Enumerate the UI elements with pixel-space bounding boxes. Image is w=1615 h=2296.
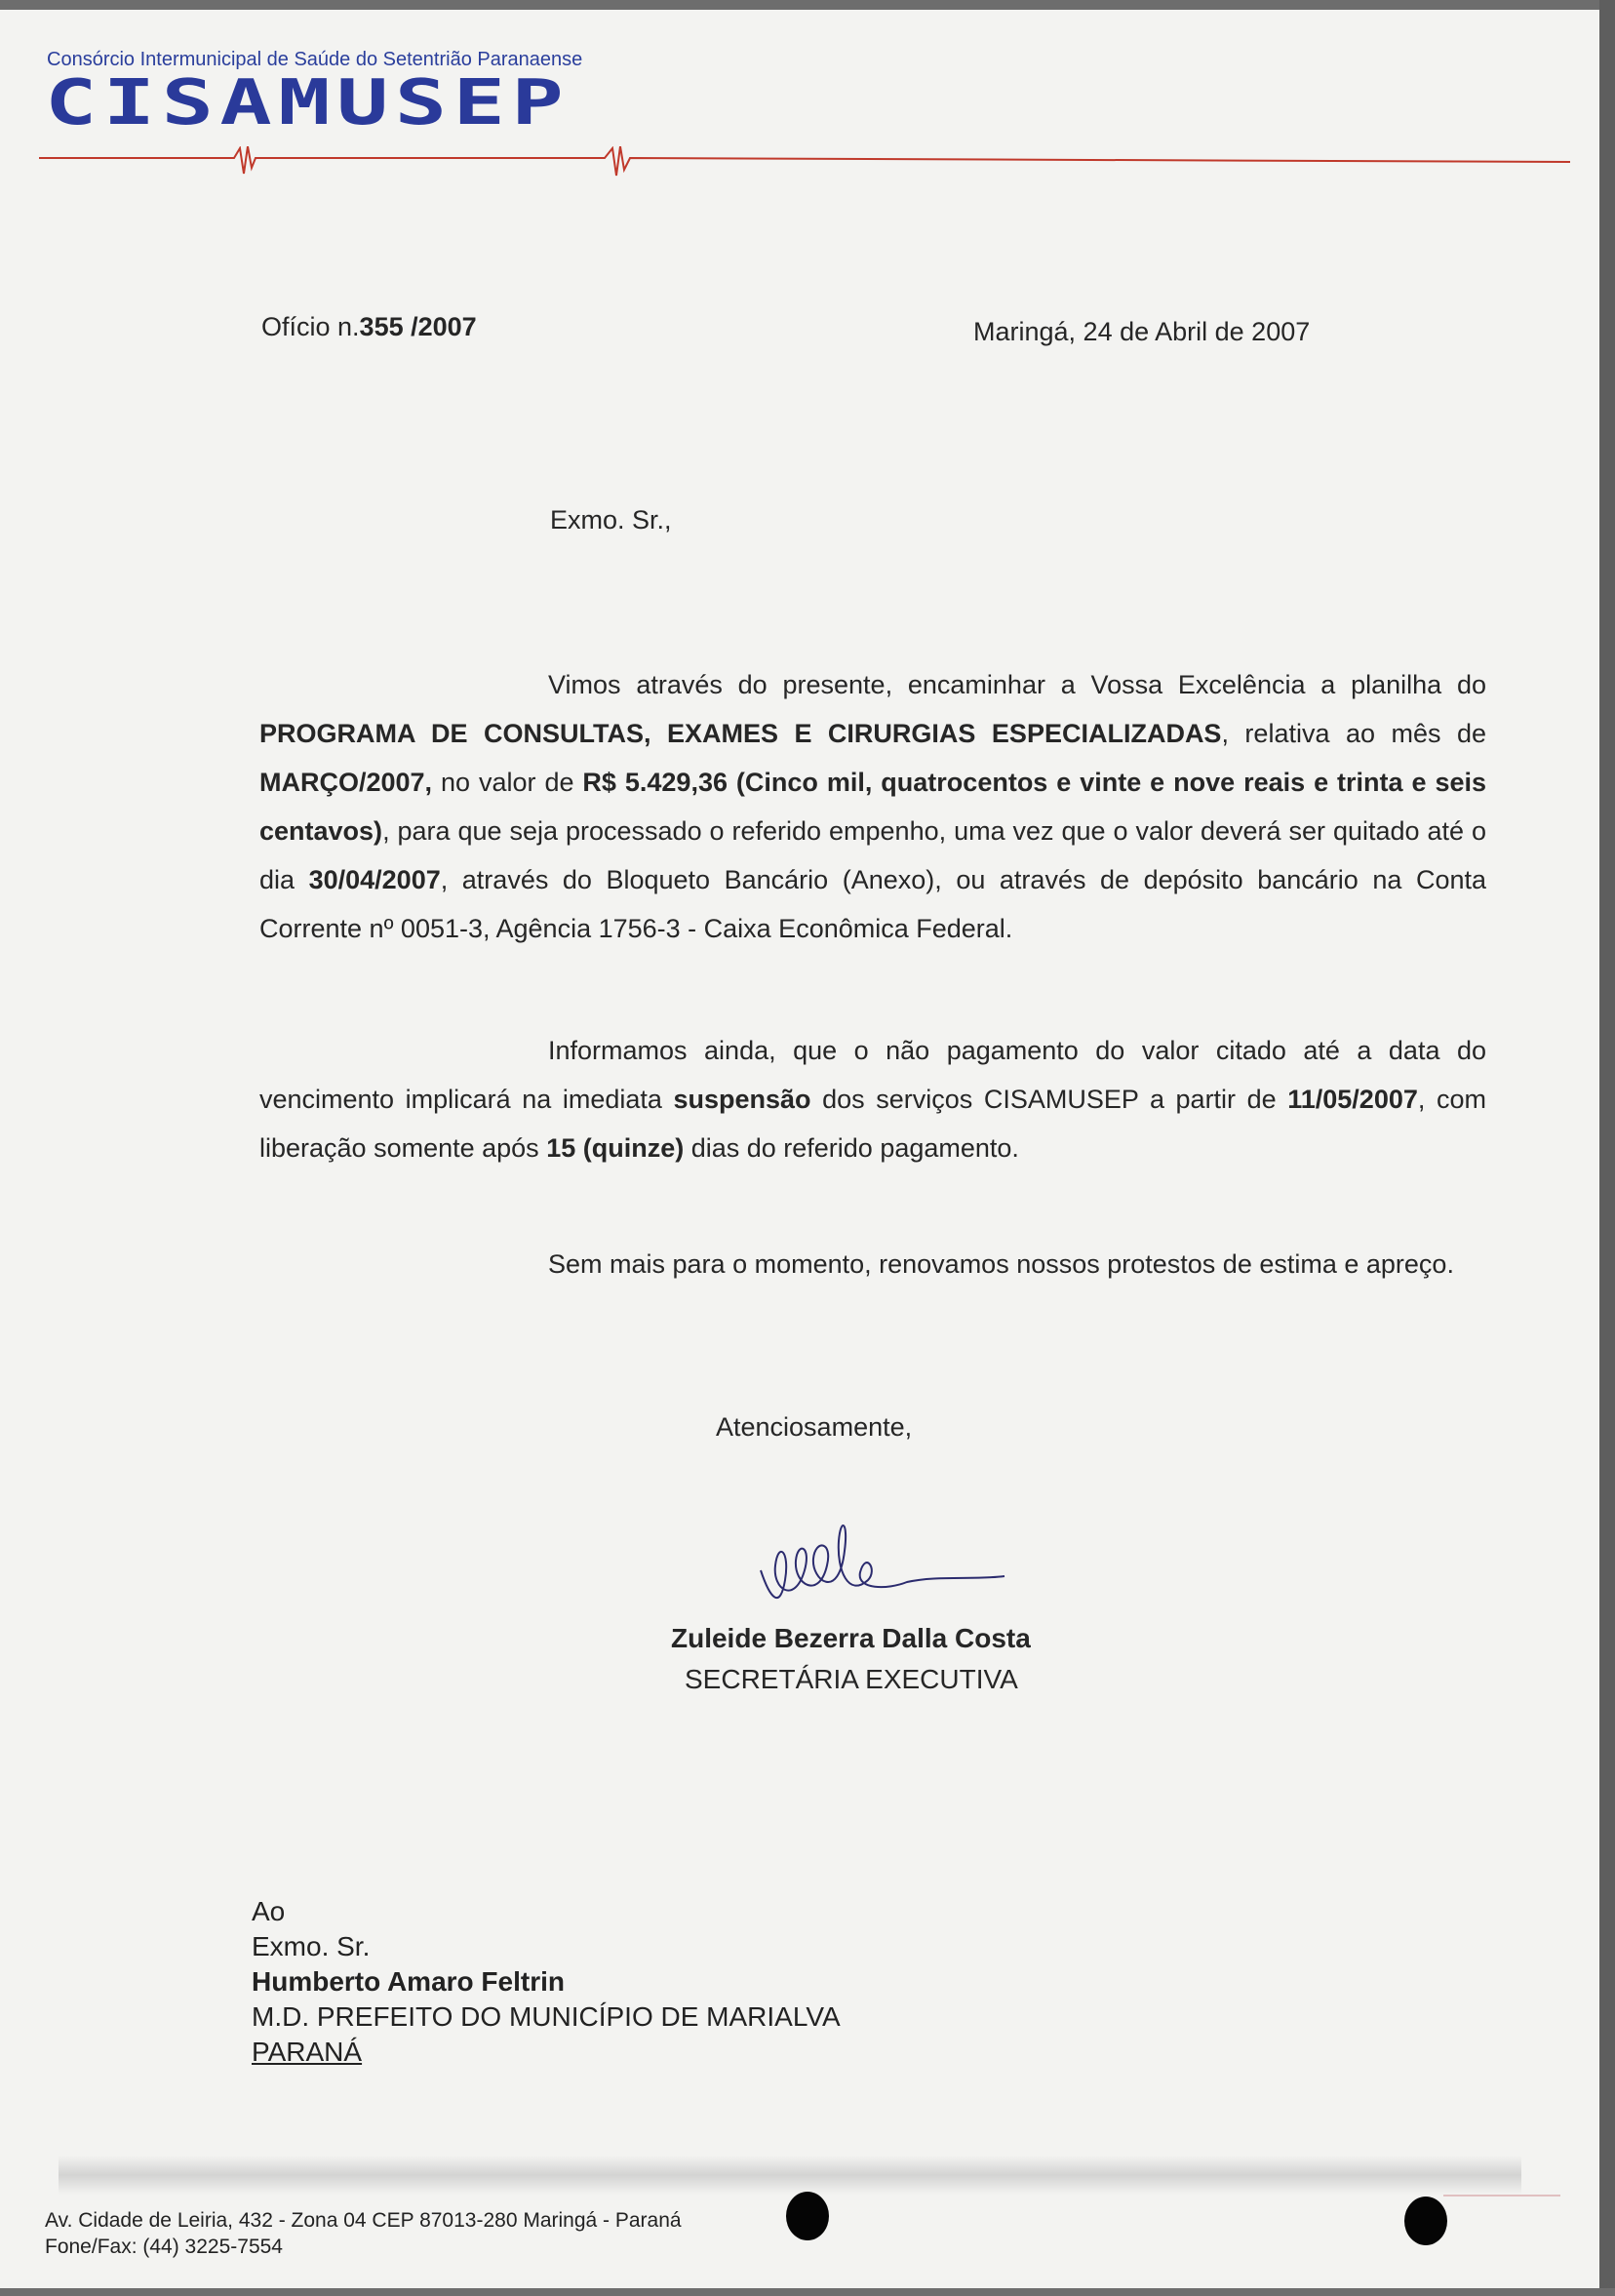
addressee-role: M.D. PREFEITO DO MUNICÍPIO DE MARIALVA bbox=[252, 2001, 841, 2032]
addressee-line-2: Exmo. Sr. bbox=[252, 1931, 371, 1961]
paragraph-run: no valor de bbox=[432, 768, 583, 797]
body-paragraph-1 bbox=[259, 660, 1486, 953]
body-paragraph-3 bbox=[259, 1239, 1486, 1289]
addressee-name: Humberto Amaro Feltrin bbox=[252, 1966, 565, 1997]
paragraph-run: suspensão bbox=[673, 1085, 811, 1114]
paragraph-run: 30/04/2007 bbox=[308, 865, 441, 894]
letter-date: Maringá, 24 de Abril de 2007 bbox=[973, 317, 1311, 346]
signer-name: Zuleide Bezerra Dalla Costa bbox=[671, 1623, 1031, 1653]
paragraph-run: MARÇO/2007, bbox=[259, 768, 433, 797]
paragraph-run: Informamos ainda, que o não pagamento do valor citado até a data do vencimento implicará na imediata bbox=[259, 1036, 1486, 1114]
body-paragraph-2 bbox=[259, 1026, 1486, 1172]
footer-address: Av. Cidade de Leiria, 432 - Zona 04 CEP 87013-280 Maringá - Paraná bbox=[45, 2209, 682, 2232]
punch-hole bbox=[1404, 2197, 1447, 2245]
addressee-line-1: Ao bbox=[252, 1896, 286, 1926]
signer-title: SECRETÁRIA EXECUTIVA bbox=[685, 1664, 1018, 1694]
org-name: Consórcio Intermunicipal de Saúde do Setentrião Paranaense bbox=[47, 49, 583, 70]
paragraph-run: R$ 5.429,36 (Cinco mil, quatrocentos e vinte e nove reais e trinta e seis centavos) bbox=[259, 768, 1486, 846]
paragraph-run: Vimos através do presente, encaminhar a Vossa Excelência a planilha do bbox=[548, 670, 1486, 699]
scan-shadow bbox=[59, 2156, 1521, 2195]
paragraph-run: 11/05/2007 bbox=[1287, 1085, 1418, 1114]
salutation: Exmo. Sr., bbox=[550, 505, 672, 534]
closing: Atenciosamente, bbox=[716, 1412, 913, 1442]
paragraph-run: , para que seja processado o referido empenho, uma vez que o valor deverá ser quitado até o dia bbox=[259, 816, 1486, 894]
ecg-header-line bbox=[39, 146, 1570, 185]
scan-edge bbox=[0, 0, 1599, 10]
footer-phone: Fone/Fax: (44) 3225-7554 bbox=[45, 2236, 283, 2258]
reference-number: Ofício n.355 /2007 bbox=[261, 312, 477, 341]
scan-edge bbox=[0, 2288, 1615, 2296]
punch-hole bbox=[786, 2192, 829, 2240]
paragraph-run: dos serviços CISAMUSEP a partir de bbox=[810, 1085, 1288, 1114]
paragraph-run: dias do referido pagamento. bbox=[684, 1133, 1019, 1163]
footer-divider bbox=[1443, 2195, 1560, 2197]
paragraph-run: , relativa ao mês de bbox=[1221, 719, 1486, 748]
handwritten-signature bbox=[751, 1512, 1014, 1629]
scan-edge bbox=[1599, 0, 1615, 2296]
paragraph-run: PROGRAMA DE CONSULTAS, EXAMES E CIRURGIAS ESPECIALIZADAS bbox=[259, 719, 1222, 748]
paragraph-run: , através do Bloqueto Bancário (Anexo), ou através de depósito bancário na Conta Corrente nº 0051-3, Agência 1756-3 - Caixa Econômica Federal. bbox=[259, 865, 1486, 943]
paragraph-run: Sem mais para o momento, renovamos nossos protestos de estima e apreço. bbox=[548, 1249, 1454, 1279]
addressee-state: PARANÁ bbox=[252, 2037, 363, 2067]
paragraph-run: , com liberação somente após bbox=[259, 1085, 1486, 1163]
cisamusep-logo: CISAMUSEP bbox=[45, 66, 571, 139]
paragraph-run: 15 (quinze) bbox=[546, 1133, 685, 1163]
